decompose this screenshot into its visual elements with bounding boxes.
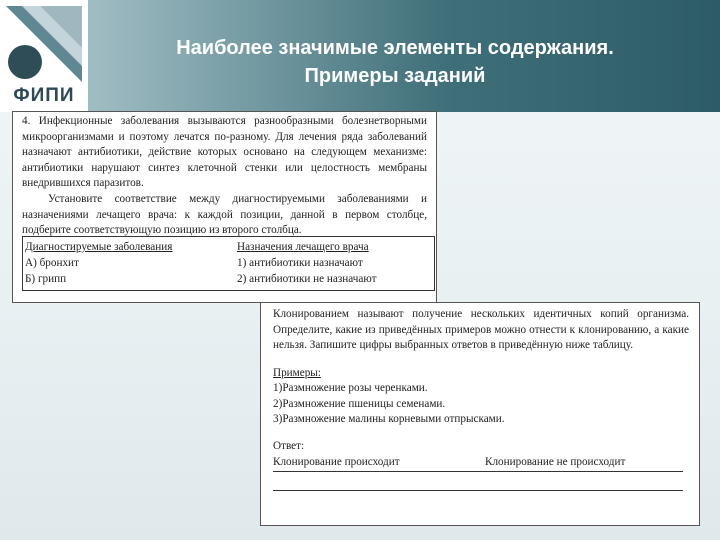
answer-table-header [273, 455, 683, 472]
examples-label: Примеры: [273, 366, 321, 379]
prescription-item: 2) антибиотики не назначают [237, 273, 377, 285]
answer-blank-row [273, 472, 683, 491]
task-card-cloning [260, 302, 700, 526]
answer-col-no-cloning: Клонирование не происходит [485, 455, 626, 468]
cloning-paragraph: Клонированием называют получение нескольких идентичных копий организма. Определите, какие из приведённых примеров можно отнести к клонированию, а какие нельзя. Запишите цифры выбранных ответов в приведённую ниже таблицу. [273, 308, 689, 352]
example-item: 2)Размножение пшеницы семенами. [273, 397, 446, 410]
diseases-header: Диагностируемые заболевания [25, 241, 173, 253]
prescription-item: 1) антибиотики назначают [237, 257, 363, 269]
task-card-antibiotics [12, 111, 437, 303]
title-line-1: Наиболее значимые элементы содержания. [176, 37, 614, 59]
fipi-logo [0, 0, 88, 112]
disease-item: Б) грипп [25, 273, 67, 285]
task-paragraph-2: Установите соответствие между диагностируемыми заболеваниями и назначениями лечащего врача: к каждой позиции, данной в первом столбце, подберите соответствующую позицию из второго столбца. [22, 192, 427, 237]
task-paragraph-1: 4. Инфекционные заболевания вызываются разнообразными болезнетворными микроорганизмами и поэтому лечатся по-разному. Для лечения ряда заболеваний назначают антибиотики, действие которых основано на следующем механизме: антибиотики нарушают синтез клеточной стенки или целостность мембраны внедрившихся паразитов. [22, 115, 427, 190]
logo-text: ФИПИ [13, 85, 75, 106]
example-item: 3)Размножение малины корневыми отпрысками. [273, 413, 505, 425]
example-item: 1)Размножение розы черенками. [273, 382, 428, 395]
matching-table [22, 236, 435, 291]
answer-label: Ответ: [273, 440, 305, 453]
answer-col-cloning: Клонирование происходит [273, 455, 400, 468]
diseases-column [25, 239, 230, 287]
prescriptions-header: Назначения лечащего врача [237, 241, 369, 253]
page-title [100, 34, 690, 90]
title-line-2: Примеры заданий [304, 65, 486, 87]
prescriptions-column [237, 239, 433, 287]
disease-item: А) бронхит [25, 257, 79, 269]
